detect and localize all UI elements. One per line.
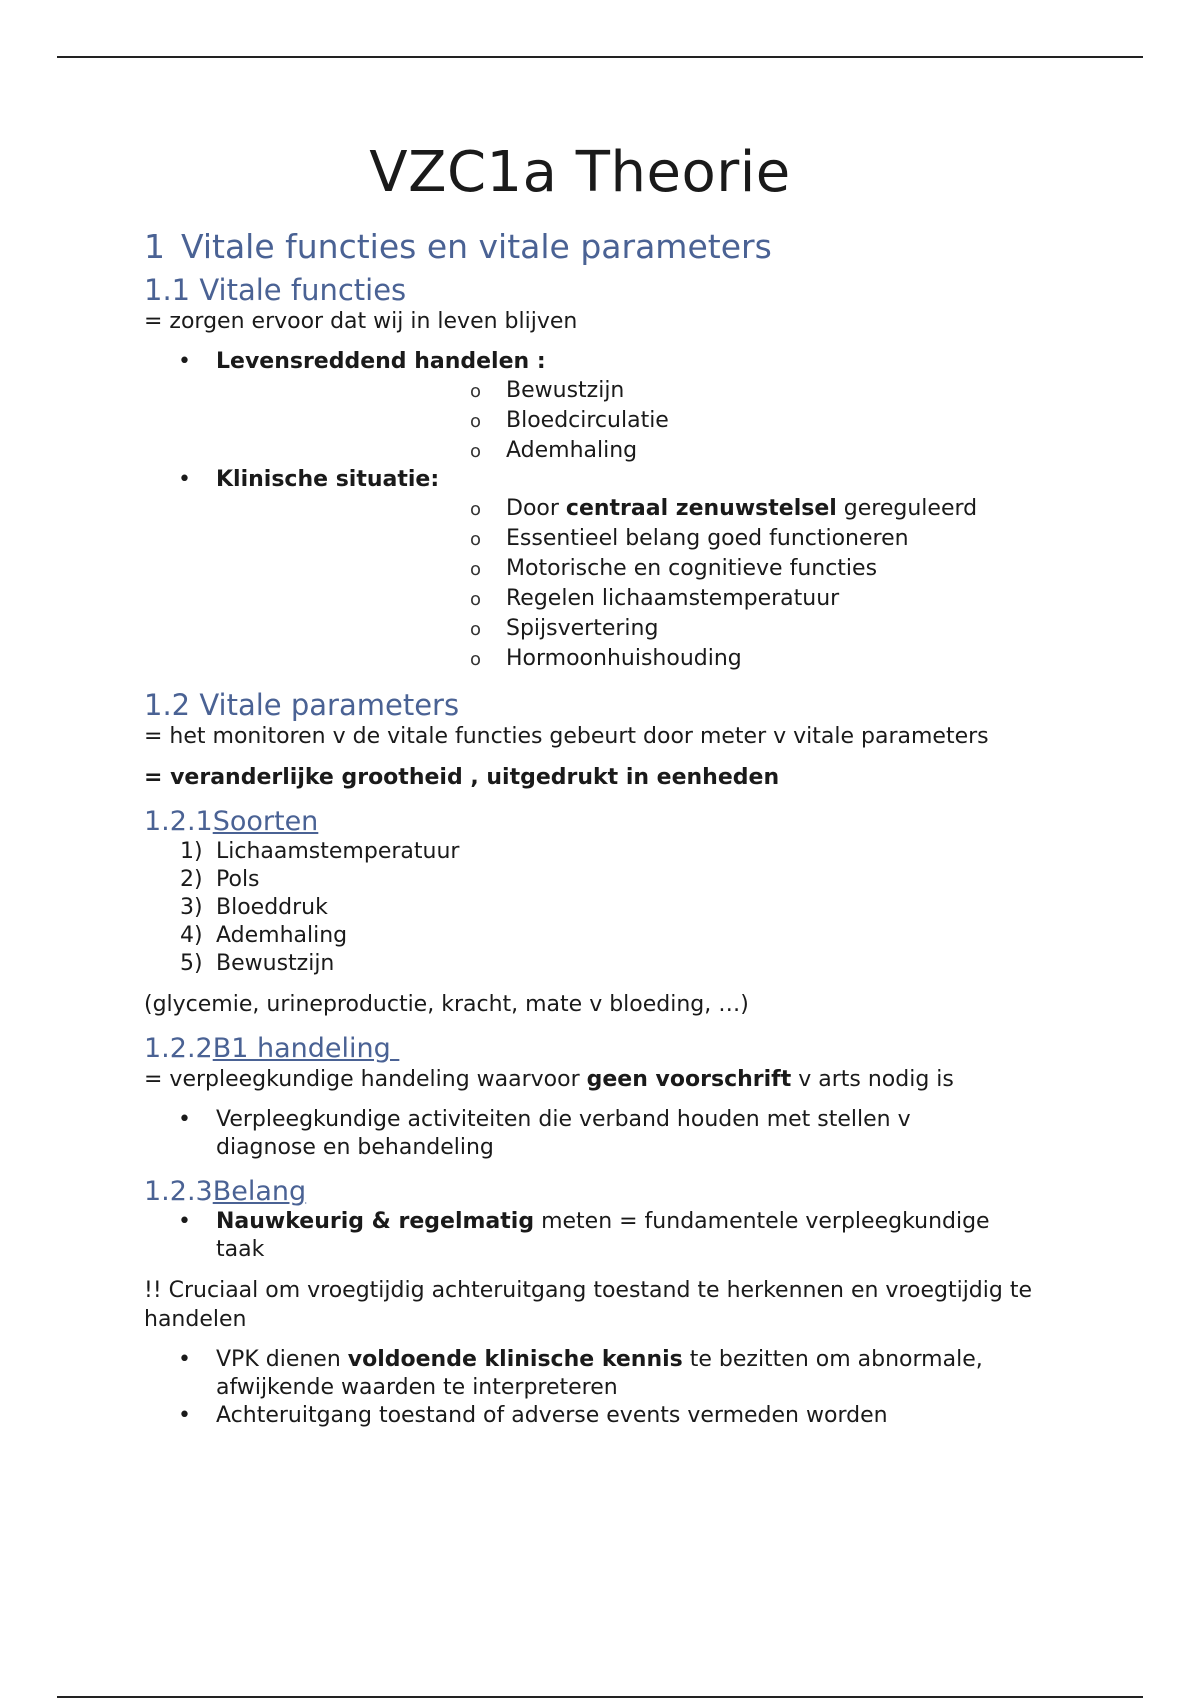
bullet-marker: • [178, 1209, 191, 1234]
circle-marker: o [470, 589, 482, 610]
sub-item: o Bloedcirculatie [144, 406, 1064, 436]
numbered-item: 3) Bloeddruk [180, 895, 328, 920]
sub-item: o Bewustzijn [144, 376, 1064, 406]
circle-marker: o [470, 441, 482, 462]
belang-note: !! Cruciaal om vroegtijdig achteruitgang toestand te herkennen en vroegtijdig te handelen [144, 1278, 1033, 1332]
bullet-item [144, 348, 1064, 466]
sub-item: o Hormoonhuishouding [144, 644, 1064, 674]
bullet-list-1-2-3a [144, 1208, 1064, 1264]
numbered-item: 2) Pols [180, 867, 260, 892]
bullet-marker: • [178, 1347, 191, 1372]
circle-marker: o [470, 381, 482, 402]
sub-item: o Motorische en cognitieve functies [144, 554, 1064, 584]
bullet-marker: • [178, 467, 191, 492]
bottom-rule [57, 1696, 1143, 1698]
circle-marker: o [470, 411, 482, 432]
numbered-item: 1) Lichaamstemperatuur [180, 839, 460, 864]
bullet-item [144, 466, 1064, 674]
definition-1-2: = het monitoren v de vitale functies gebeurt door meter v vitale parameters [144, 724, 989, 749]
top-rule [57, 56, 1143, 58]
bullet-text: Levensreddend handelen : [216, 349, 546, 374]
circle-marker: o [470, 559, 482, 580]
heading-text: Vitale functies en vitale parameters [181, 227, 772, 266]
definition-1-1: = zorgen ervoor dat wij in leven blijven [144, 309, 578, 334]
bullet-list-1-2-3b [144, 1346, 1064, 1430]
sub-item: o Spijsvertering [144, 614, 1064, 644]
circle-marker: o [470, 529, 482, 550]
bullet-marker: • [178, 349, 191, 374]
numbered-item: 4) Ademhaling [180, 923, 348, 948]
sub-item: o Door centraal zenuwstelsel gereguleerd [144, 494, 1064, 524]
document-body [144, 140, 1064, 1430]
heading-1-2-1: 1.2.1Soorten [144, 806, 319, 837]
soorten-extra: (glycemie, urineproductie, kracht, mate v bloeding, …) [144, 992, 749, 1017]
bullet-item: • VPK dienen voldoende klinische kennis te bezitten om abnormale, afwijkende waarden te interpreteren [178, 1347, 983, 1400]
heading-1-2: 1.2 Vitale parameters [144, 688, 460, 722]
sub-item: o Regelen lichaamstemperatuur [144, 584, 1064, 614]
bullet-item: • Nauwkeurig & regelmatig meten = fundamentele verpleegkundige taak [178, 1209, 990, 1262]
definition-1-2-2: = verpleegkundige handeling waarvoor geen voorschrift v arts nodig is [144, 1067, 954, 1092]
bullet-list-1-1 [144, 348, 1064, 674]
bullet-marker: • [178, 1403, 191, 1428]
bullet-item: • Verpleegkundige activiteiten die verband houden met stellen v diagnose en behandeling [178, 1107, 911, 1160]
document-title: VZC1a Theorie [369, 140, 791, 205]
sub-list [144, 494, 1064, 674]
bullet-text: Klinische situatie: [216, 467, 440, 492]
sub-item: o Ademhaling [144, 436, 1064, 466]
bullet-item: • Achteruitgang toestand of adverse events vermeden worden [178, 1403, 888, 1428]
heading-1-2-3: 1.2.3Belang [144, 1176, 307, 1207]
circle-marker: o [470, 649, 482, 670]
definition-1-2-bold: = veranderlijke grootheid , uitgedrukt in eenheden [144, 765, 780, 790]
heading-1-1: 1.1 Vitale functies [144, 273, 407, 307]
bullet-list-1-2-2 [144, 1106, 1064, 1162]
heading-section-1 [144, 227, 1064, 267]
circle-marker: o [470, 619, 482, 640]
bullet-marker: • [178, 1107, 191, 1132]
numbered-item: 5) Bewustzijn [180, 951, 335, 976]
heading-1-2-2: 1.2.2B1 handeling [144, 1033, 400, 1064]
sub-item: o Essentieel belang goed functioneren [144, 524, 1064, 554]
sub-list [144, 376, 1064, 466]
heading-number: 1 [144, 227, 165, 266]
numbered-list-soorten [144, 838, 1064, 978]
circle-marker: o [470, 499, 482, 520]
